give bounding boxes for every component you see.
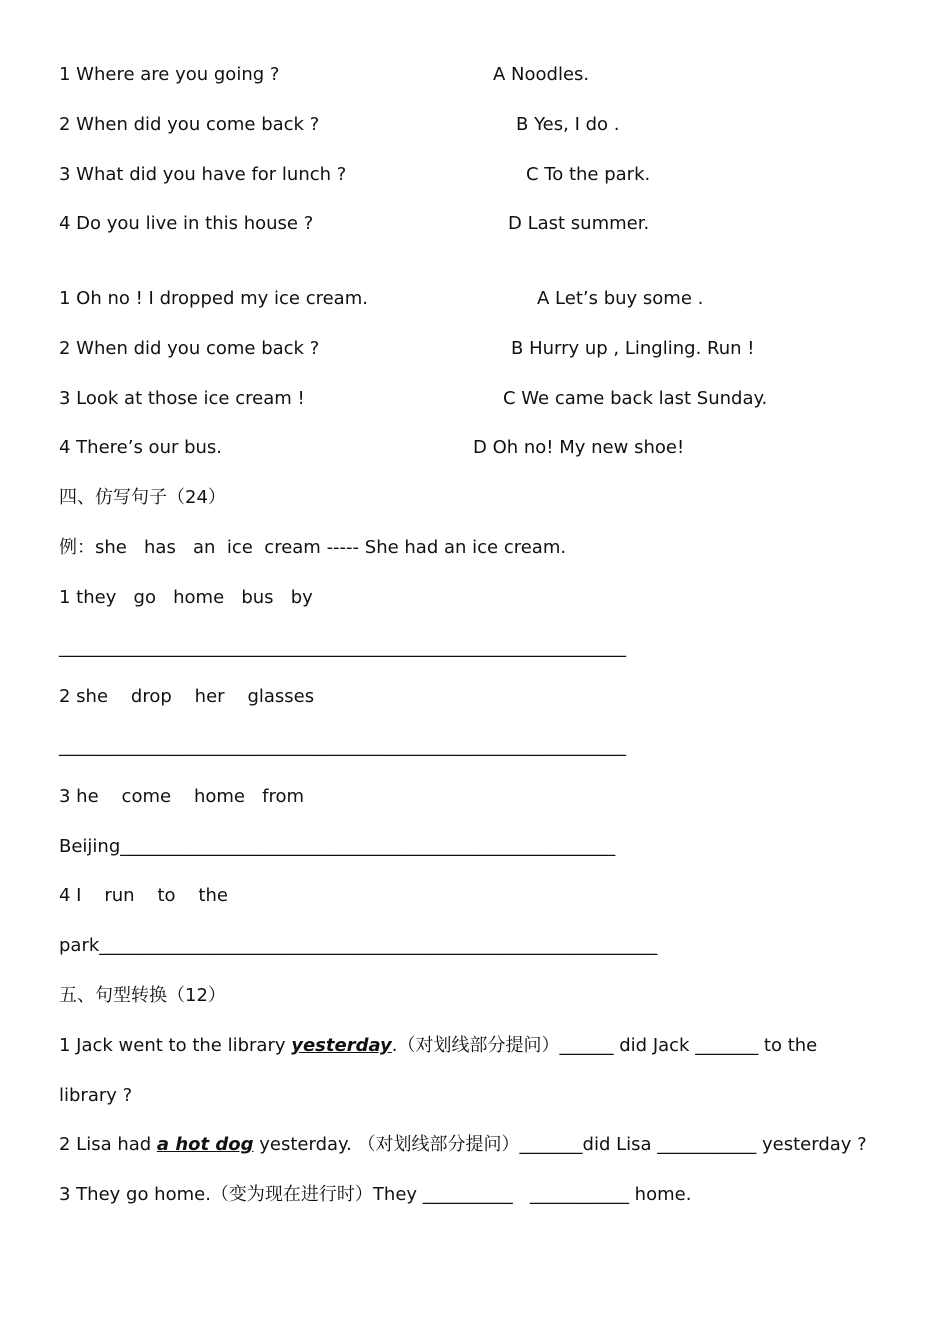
match2-answer: A Let’s buy some . [537, 288, 704, 309]
section5-title: 五、句型转换（12） [59, 985, 226, 1006]
match2-question: 1 Oh no ! I dropped my ice cream. [59, 288, 368, 309]
match1-question: 1 Where are you going ? [59, 64, 280, 85]
q2-text-a: 2 Lisa had [59, 1134, 157, 1155]
match2-answer: C We came back last Sunday. [503, 388, 768, 409]
match2-answer: D Oh no! My new shoe! [473, 437, 685, 458]
q2-underlined: a hot dog [156, 1134, 254, 1155]
match2-question: 2 When did you come back ? [59, 338, 320, 359]
q1-underlined: yesterday [291, 1035, 392, 1056]
match1-question: 4 Do you live in this house ? [59, 213, 314, 234]
section4-example: 例：she has an ice cream ----- She had an ice cream. [59, 537, 567, 558]
section5-q2 [59, 1133, 867, 1157]
match2-answer: B Hurry up , Lingling. Run ! [511, 338, 755, 359]
match1-answer: C To the park. [526, 164, 651, 185]
match1-answer: B Yes, I do . [516, 114, 620, 135]
match1-question: 2 When did you come back ? [59, 114, 320, 135]
section5-q1 [59, 1034, 817, 1058]
section4-title: 四、仿写句子（24） [59, 487, 226, 508]
q2-text-b: yesterday. （对划线部分提问）_______did Lisa ___________ yesterday ? [253, 1134, 867, 1155]
section5-q1-cont: library ? [59, 1085, 133, 1106]
section4-item: 4 I run to the [59, 885, 228, 906]
q1-text-a: 1 Jack went to the library [59, 1035, 292, 1056]
section4-item: 3 he come home from [59, 786, 305, 807]
section4-item: 1 they go home bus by [59, 587, 313, 608]
answer-line: Beijing_______________________________________________________ [59, 836, 616, 857]
match1-answer: D Last summer. [508, 213, 650, 234]
q1-text-b: .（对划线部分提问）______ did Jack _______ to the [391, 1035, 818, 1056]
answer-line: park______________________________________________________________ [59, 935, 658, 956]
answer-line: _______________________________________________________________ [59, 637, 626, 658]
match1-answer: A Noodles. [493, 64, 590, 85]
match2-question: 3 Look at those ice cream ! [59, 388, 305, 409]
match1-question: 3 What did you have for lunch ? [59, 164, 347, 185]
section5-q3: 3 They go home.（变为现在进行时）They __________ ___________ home. [59, 1184, 692, 1205]
section4-item: 2 she drop her glasses [59, 686, 315, 707]
answer-line: _______________________________________________________________ [59, 736, 626, 757]
match2-question: 4 There’s our bus. [59, 437, 223, 458]
